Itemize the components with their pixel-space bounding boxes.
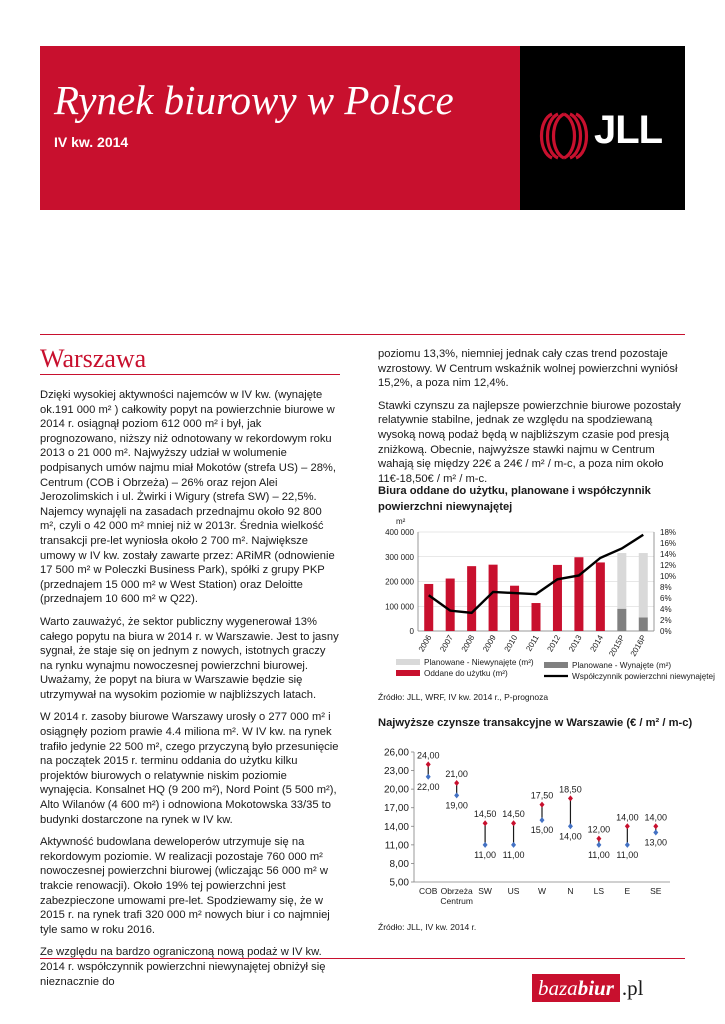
brand-tld: .pl	[621, 975, 644, 1000]
bar-planned-let	[617, 609, 626, 631]
bar-planned-free	[617, 553, 626, 609]
low-value-label: 19,00	[445, 800, 468, 811]
x-tick-label: SW	[478, 886, 492, 896]
y-tick-label: 26,00	[383, 747, 409, 759]
y-tick-label: 200 000	[385, 577, 414, 587]
bar-delivered	[531, 603, 540, 631]
x-tick-label: Obrzeża	[440, 886, 473, 896]
high-marker	[596, 836, 601, 842]
x-tick-label: 2006	[416, 633, 434, 654]
high-marker	[426, 761, 431, 767]
y-axis-unit: m²	[396, 517, 406, 526]
bar-delivered	[574, 557, 583, 631]
low-marker	[426, 774, 431, 780]
supply-vacancy-chart	[378, 516, 718, 686]
low-marker	[568, 823, 573, 829]
brand-light: baza	[538, 976, 578, 1000]
paragraph: Stawki czynszu za najlepsze powierzchnie biurowe pozostały relatywnie stabilne, jednak ze względu na spodziewaną wysoką nową podaż będą w najbliższym czasie pod presją zniżkową. Obecnie, najwyższe stawki najmu w Centrum wahają się między 22€ a 24€ / m² / m-c, a poza nim około 11€-18,50€ / m² / m-c.	[378, 399, 681, 485]
low-value-label: 14,00	[559, 831, 582, 842]
y2-tick-label: 12%	[660, 561, 677, 570]
y2-tick-label: 2%	[660, 616, 672, 625]
high-value-label: 12,00	[587, 824, 611, 835]
report-header	[40, 46, 685, 210]
y2-tick-label: 4%	[660, 605, 672, 614]
prime-rents-chart	[378, 740, 678, 910]
low-value-label: 11,00	[587, 849, 610, 860]
low-value-label: 15,00	[530, 825, 554, 836]
x-tick-label: US	[507, 886, 520, 896]
bar-planned-let	[639, 617, 648, 631]
low-value-label: 22,00	[416, 781, 440, 792]
legend-swatch	[544, 662, 568, 668]
low-value-label: 11,00	[502, 849, 525, 860]
left-text-column	[40, 388, 340, 997]
y2-tick-label: 16%	[660, 539, 677, 548]
low-marker	[511, 842, 516, 848]
x-tick-label: 2013	[566, 633, 584, 654]
low-marker	[483, 842, 488, 848]
bar-planned-free	[639, 553, 648, 617]
x-tick-label: E	[624, 886, 631, 896]
high-value-label: 14,50	[473, 809, 497, 820]
x-tick-label: 2012	[545, 633, 563, 654]
x-tick-label: 2009	[481, 633, 498, 654]
paragraph: W 2014 r. zasoby biurowe Warszawy urosły o 277 000 m² i osiągnęły poziom prawie 4.4 miliona m². W IV kw. na rynek trafiło jedynie 22 500 m², czego przyczyną było przesunięcie na początek 2015 r. terminu oddania do użytku kilku projektów biurowych o relatywnie niskim poziomie wynajęcia. Konsalnet HQ (9 200 m²), Nord Point (5 500 m²), Alto Wilanów (4 600 m²) i odnowiona Mokotowska 33/35 to budynki dostarczone na rynek w IV kw.	[40, 711, 339, 826]
y-tick-label: 8,00	[389, 858, 409, 870]
y-tick-label: 5,00	[389, 877, 409, 889]
legend-swatch	[396, 670, 420, 676]
chart2-source: Źródło: JLL, IV kw. 2014 r.	[378, 922, 477, 932]
y2-tick-label: 8%	[660, 583, 672, 592]
legend-label: Oddane do użytku (m²)	[424, 669, 508, 678]
y-tick-label: 11,00	[384, 840, 409, 852]
x-tick-label: 2011	[524, 633, 541, 653]
x-tick-label: 2016P	[628, 633, 649, 659]
low-value-label: 11,00	[474, 849, 497, 860]
footer-rule	[40, 958, 685, 959]
y-tick-label: 400 000	[385, 528, 414, 537]
y-tick-label: 23,00	[383, 766, 409, 778]
paragraph: Dzięki wysokiej aktywności najemców w IV kw. (wynajęte ok.191 000 m² ) całkowity popyt na powierzchnie biurowe w 2014 r. osiągnął poziom 612 000 m² i był, jak prognozowano, niższy niż odnotowany w rekordowym roku 2013 o 21 000 m². Najwyższy udział w wolumenie podpisanych umów najmu miał Mokotów (strefa US) – 28%, Centrum (COB i Obrzeża) – 26% oraz rejon Alei Jerozolimskich i ul. Żwirki i Wigury (strefa SW) – 22,5%. Najemcy wynajęli na zasadach przednajmu około 92 800 m², czyli o 42 000 m² mniej niż w 2013r. Średnia wielkość transakcji pre-let wyniosła około 2 700 m². Największe umowy w IV kw. zostały zawarte przez: ARiMR (odnowienie 17 500 m² w Poleczki Business Park), spółki z grupy PKP (przednajem 15 000 m² w West Station) oraz Deloitte (przednajem 10 600 m² w Q22).	[40, 389, 336, 606]
high-marker	[653, 823, 658, 829]
low-marker	[540, 817, 545, 823]
y2-tick-label: 0%	[660, 627, 672, 636]
section-title: Warszawa	[40, 344, 147, 373]
bar-delivered	[596, 562, 605, 631]
section-title-underline	[40, 374, 340, 375]
high-marker	[511, 820, 516, 826]
high-value-label: 14,00	[644, 812, 668, 823]
paragraph: poziomu 13,3%, niemniej jednak cały czas trend pozostaje wzrostowy. W Centrum wskaźnik wolnej powierzchni wyniósł 15,2%, a poza nim 12,4%.	[378, 348, 678, 390]
x-tick-label: SE	[650, 886, 662, 896]
y2-tick-label: 18%	[660, 528, 677, 537]
y-tick-label: 17,00	[383, 803, 409, 815]
bar-delivered	[489, 565, 498, 631]
y2-tick-label: 6%	[660, 594, 672, 603]
y-tick-label: 14,00	[383, 821, 409, 833]
x-tick-label: Centrum	[440, 896, 473, 906]
x-tick-label: 2008	[459, 633, 477, 654]
high-marker	[625, 823, 630, 829]
x-tick-label: W	[537, 886, 547, 896]
y-tick-label: 100 000	[385, 602, 414, 612]
paragraph: Aktywność budowlana deweloperów utrzymuje się na rekordowym poziomie. W realizacji pozostaje 760 000 m² nowoczesnej powierzchni biurowej (wliczając 56 000 m² w trakcie renowacji). Około 19% tej powierzchni jest zabezpieczone umowami pre-let. Spodziewamy się, że w 2015 r. na rynek trafi 320 000 m² nowych biur i co najmniej tyle samo w roku 2016.	[40, 836, 330, 936]
high-value-label: 24,00	[416, 750, 440, 761]
y2-tick-label: 14%	[660, 550, 677, 559]
high-value-label: 14,50	[502, 809, 525, 820]
chart2-title: Najwyższe czynsze transakcyjne w Warszawie (€ / m² / m-c)	[378, 717, 693, 729]
high-marker	[568, 795, 573, 801]
section-top-rule	[40, 334, 685, 335]
x-tick-label: N	[567, 886, 574, 896]
legend-label: Planowane - Wynajęte (m²)	[572, 661, 672, 670]
y-tick-label: 300 000	[385, 552, 414, 562]
x-tick-label: 2015P	[607, 633, 627, 659]
x-tick-label: LS	[593, 886, 605, 896]
header-title-panel	[40, 46, 520, 210]
low-marker	[454, 792, 459, 798]
paragraph: Ze względu na bardzo ograniczoną nową podaż w IV kw. 2014 r. współczynnik powierzchni niewynajętej obniżył się nieznacznie do	[40, 946, 326, 988]
x-tick-label: 2010	[502, 633, 520, 654]
high-value-label: 18,50	[559, 784, 582, 795]
report-period: IV kw. 2014	[54, 134, 129, 150]
low-value-label: 11,00	[616, 849, 639, 860]
y2-tick-label: 10%	[660, 572, 677, 581]
vacancy-rate-line	[429, 535, 644, 613]
x-tick-label: 2014	[588, 633, 606, 654]
bar-delivered	[553, 565, 562, 631]
bar-delivered	[446, 579, 455, 631]
high-value-label: 14,00	[616, 812, 639, 823]
bar-delivered	[467, 566, 476, 631]
low-marker	[653, 829, 658, 835]
x-tick-label: COB	[419, 886, 438, 896]
high-marker	[540, 802, 545, 808]
y-tick-label: 0	[409, 627, 414, 636]
high-marker	[483, 820, 488, 826]
legend-label: Współczynnik powierzchni niewynajętej	[572, 672, 715, 681]
paragraph: Warto zauważyć, że sektor publiczny wygenerował 13% całego popytu na biura w 2014 r. w Warszawie. Jest to jasny sygnał, że staje się on jednym z nowych, istotnych graczy na rynku wynajmu nowoczesnej powierzchni biurowej. Uważamy, że popyt na biura w Warszawie będzie się utrzymywał na wysokim poziomie w najbliższych latach.	[40, 615, 339, 701]
bazabiur-logo-box	[532, 974, 620, 1002]
header-logo-panel	[520, 46, 685, 210]
y-tick-label: 20,00	[383, 784, 409, 796]
legend-swatch	[396, 659, 420, 665]
low-value-label: 13,00	[644, 837, 668, 848]
report-title: Rynek biurowy w Polsce	[54, 77, 454, 123]
right-text-column	[378, 347, 684, 494]
chart1-source: Źródło: JLL, WRF, IV kw. 2014 r., P-prognoza	[378, 692, 549, 702]
low-marker	[625, 842, 630, 848]
high-value-label: 17,50	[530, 790, 554, 801]
high-value-label: 21,00	[445, 768, 468, 779]
brand-bold: biur	[577, 976, 614, 1000]
x-tick-label: 2007	[438, 633, 455, 654]
high-marker	[454, 780, 459, 786]
legend-label: Planowane - Niewynajęte (m²)	[424, 658, 534, 667]
bar-delivered	[424, 584, 433, 631]
low-marker	[596, 842, 601, 848]
jll-logo-text: JLL	[594, 108, 663, 152]
chart1-title: Biura oddane do użytku, planowane i współczynnik powierzchni niewynajętej	[378, 485, 651, 513]
bazabiur-logo	[532, 974, 643, 1002]
